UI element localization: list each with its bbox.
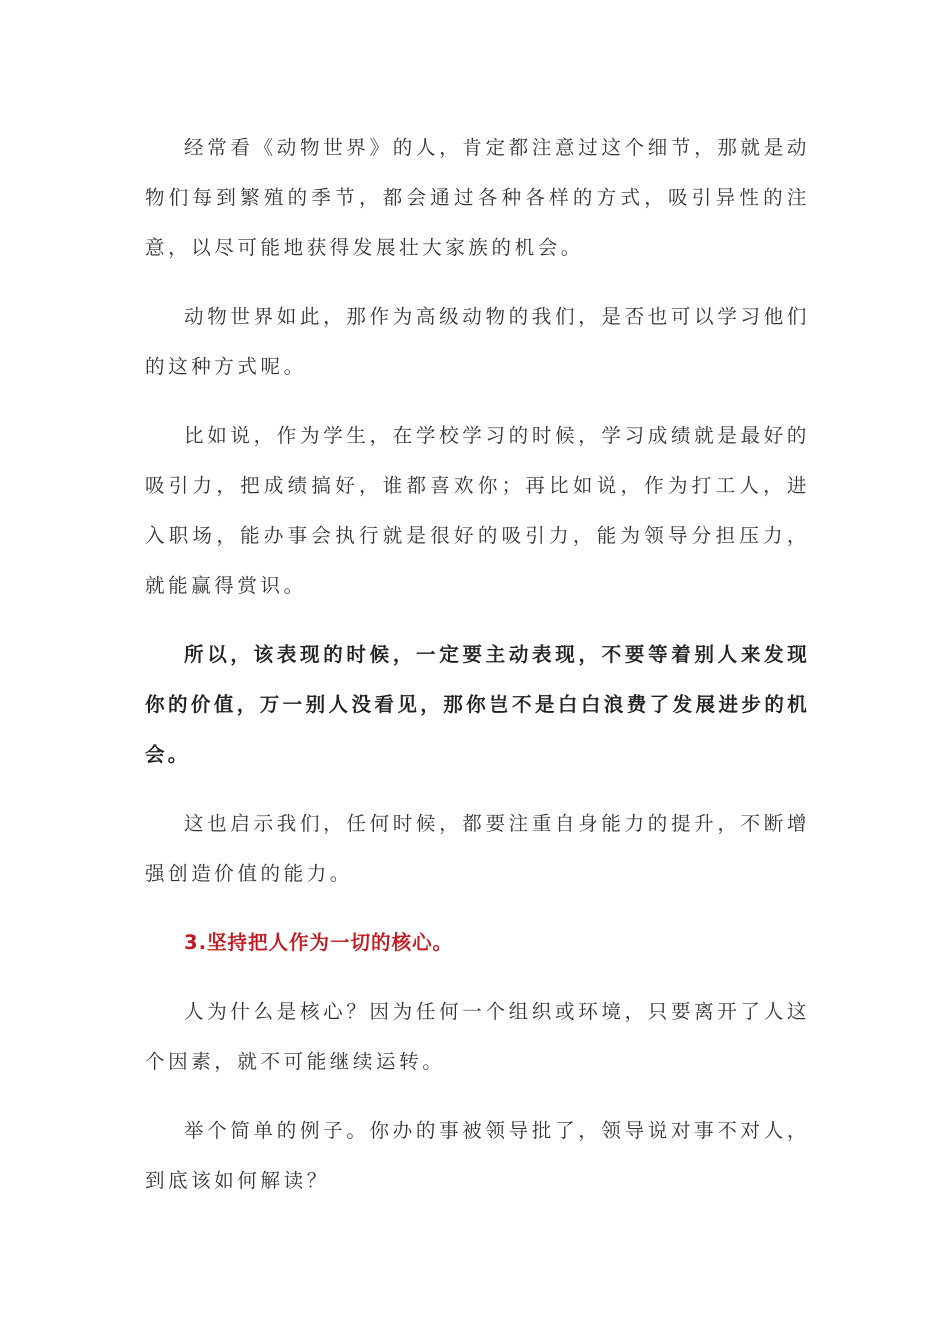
paragraph-simple-example: 举个简单的例子。你办的事被领导批了，领导说对事不对人，到底该如何解读？ [145, 1119, 810, 1192]
paragraph-animal-world: 经常看《动物世界》的人，肯定都注意过这个细节，那就是动物们每到繁殖的季节，都会通过各种各样的方式，吸引异性的注意，以尽可能地获得发展壮大家族的机会。 [145, 136, 810, 259]
document-body [145, 123, 810, 1225]
section-heading: 3.坚持把人作为一切的核心。 [184, 931, 453, 954]
paragraph-bold-conclusion: 所以，该表现的时候，一定要主动表现，不要等着别人来发现你的价值，万一别人没看见，那你岂不是白白浪费了发展进步的机会。 [145, 643, 810, 766]
paragraph-inspiration: 这也启示我们，任何时候，都要注重自身能力的提升，不断增强创造价值的能力。 [145, 812, 810, 885]
paragraph-learn-from-animals: 动物世界如此，那作为高级动物的我们，是否也可以学习他们的这种方式呢。 [145, 305, 810, 378]
paragraph-people-core: 人为什么是核心？因为任何一个组织或环境，只要离开了人这个因素，就不可能继续运转。 [145, 1000, 810, 1073]
paragraph-examples: 比如说，作为学生，在学校学习的时候，学习成绩就是最好的吸引力，把成绩搞好，谁都喜欢你；再比如说，作为打工人，进入职场，能办事会执行就是很好的吸引力，能为领导分担压力，就能赢得赏识。 [145, 424, 810, 597]
